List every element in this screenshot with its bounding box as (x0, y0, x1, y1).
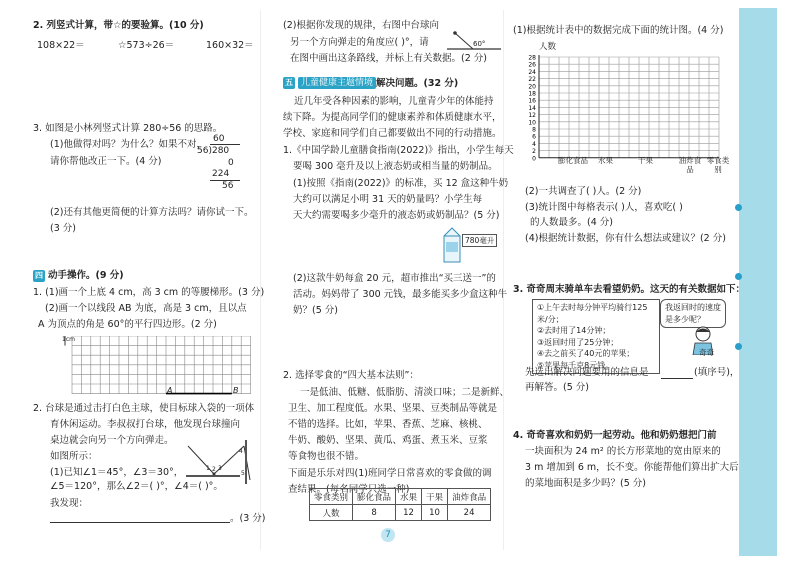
problem-4-line: 一块面积为 24 m² 的长方形菜地的宽由原来的 (525, 446, 721, 457)
operation-2-line: 我发现： (50, 498, 89, 509)
problem-2-line: 等食物也很不错。 (288, 451, 365, 462)
question-3-line: 请你帮他改正一下。(4 分) (50, 156, 162, 167)
column-divider-right (503, 10, 504, 550)
binding-dot (735, 343, 742, 350)
info-item: ④去之前买了40元的苹果； (537, 349, 635, 358)
operation-1-line: 1. (1)画一个上底 4 cm，高 3 cm 的等腰梯形。(3 分) (33, 287, 265, 298)
chart-question-3: 的人数最多。(4 分) (530, 217, 613, 228)
section-4-title: 动手操作。(9 分) (48, 270, 124, 281)
angle-label: 1 (206, 465, 210, 472)
table-cell: 24 (448, 505, 491, 521)
table-header-row (310, 489, 491, 505)
billiard-q2-line: 在图中画出这条路线，并标上有关数据。(2 分) (290, 53, 487, 64)
problem-1-line: 天大约需要喝多少毫升的液态奶或奶制品？(5 分) (293, 210, 500, 221)
y-tick-label: 26 (528, 61, 536, 69)
operation-2-line: (1)已知∠1＝45°，∠3＝30°， (50, 467, 184, 478)
table-cell: 8 (353, 505, 396, 521)
table-header-cell: 干果 (422, 489, 448, 505)
y-tick-label: 2 (532, 148, 536, 156)
info-item: ③返回时用了25分钟； (537, 337, 619, 347)
problem-4-line: 4. 奇奇喜欢和奶奶一起劳动。他和奶奶想把门前 (513, 430, 717, 441)
angle-label: 5 (241, 470, 245, 477)
y-tick-label: 0 (532, 155, 536, 163)
problem-3-answer: 再解答。(5 分) (525, 382, 589, 393)
point-b-label: B (233, 386, 239, 395)
problem-1-line: 大约可以满足小明 31 天的奶量吗？小学生每 (293, 194, 483, 205)
chart-category-label: 水果 (598, 156, 613, 165)
info-item: ⑤苹果每千克8元钱。 (537, 360, 614, 370)
problem-1-line: (2)这款牛奶每盒 20 元，超市推出“买三送一”的 (293, 273, 496, 284)
operation-2-line: ∠5＝120°，那么∠2＝( )°，∠4＝( )°。 (50, 481, 223, 492)
angle-label: 2 (212, 466, 216, 473)
operation-2-line: 桌边就会向另一个方向弹走。 (50, 435, 174, 446)
section-5-title: 解决问题。(32 分) (376, 78, 459, 89)
y-tick-label: 6 (532, 133, 536, 141)
angle-label: 3 (218, 465, 222, 472)
calc-item: 160×32＝ (206, 40, 254, 51)
question-3-line: (1)他做得对吗？为什么？如果不对， (50, 139, 206, 150)
table-header-cell: 膨化食品 (353, 489, 396, 505)
y-tick-label: 16 (528, 97, 536, 105)
question-3-sub: (2)还有其他更简便的计算方法吗？请你试一下。 (50, 207, 254, 218)
chart-question-4: (4)根据统计数据，你有什么想法或建议？(2 分) (525, 233, 726, 244)
problem-1-line: 1.《中国学龄儿童膳食指南(2022)》指出，小学生每天 (283, 145, 514, 156)
angle-label: 4 (239, 448, 243, 455)
intro-line: 学校、家庭和同学们自己都要做出不同的行动措施。 (283, 128, 502, 139)
intro-line: 近几年受各种因素的影响，儿童青少年的体能持 (294, 96, 494, 107)
problem-2-line: 一是低油、低糖、低脂肪、清淡口味；二是新鲜、 (300, 387, 510, 398)
page-number: 7 (381, 528, 395, 542)
chart-x-axis-label: 零食类别 (706, 156, 730, 174)
drawing-grid (62, 336, 258, 396)
operation-1-line: A 为顶点的角是 60°的平行四边形。(2 分) (38, 319, 217, 330)
problem-2-line: 牛奶、酸奶、坚果、黄瓜、鸡蛋、煮玉米、豆浆 (288, 435, 488, 446)
section-4-badge: 四 (35, 271, 43, 280)
y-tick-label: 14 (528, 104, 536, 112)
y-tick-label: 8 (532, 126, 536, 134)
info-item: ①上午去时每分钟平均骑行125米/分； (537, 303, 648, 324)
kid-name-label: 奇奇 (699, 348, 714, 357)
problem-2-line: 查结果。(每名同学只选一种) (288, 484, 410, 495)
milk-volume-label: 780毫升 (462, 234, 497, 247)
operation-2-score: 。(3 分) (230, 513, 266, 524)
question-3-sub: (3 分) (50, 223, 76, 234)
y-tick-label: 28 (528, 54, 536, 62)
table-header-cell: 油炸食品 (448, 489, 491, 505)
problem-2-line: 下面是乐乐对四(1)班同学日常喜欢的零食做的调 (288, 468, 492, 479)
problem-4-line: 的菜地面积是多少吗？(5 分) (525, 478, 646, 489)
division-step: 224 (212, 169, 230, 179)
calc-item: 108×22＝ (37, 40, 85, 51)
chart-question-2: (2)一共调查了( )人。(2 分) (525, 186, 642, 197)
chart-y-axis-label: 人数 (539, 42, 557, 52)
info-box (532, 299, 660, 374)
binding-dot (735, 204, 742, 211)
division-step: 0 (228, 158, 234, 168)
operation-2-line: 如图所示： (50, 451, 98, 462)
problem-1-line: 奶？(5 分) (293, 305, 338, 316)
problem-1-line: (1)按照《指南(2022)》的标准，买 12 盒这种牛奶 (293, 178, 509, 189)
table-header-cell: 零食类别 (310, 489, 353, 505)
division-bar (210, 144, 240, 145)
y-tick-label: 12 (528, 112, 536, 120)
chart-question-3: (3)统计图中每格表示( )人，喜欢吃( ) (525, 202, 683, 213)
answer-line (50, 522, 230, 523)
answer-blank[interactable] (661, 378, 693, 379)
chart-category-label: 膨化食品 (558, 156, 588, 165)
y-tick-label: 10 (528, 119, 536, 127)
chart-question-title: (1)根据统计表中的数据完成下面的统计图。(4 分) (513, 25, 724, 36)
snack-survey-table (309, 488, 491, 521)
section-5-theme-tag: 儿童健康主题情境 (298, 77, 376, 89)
chart-category-label: 干果 (638, 156, 653, 165)
table-row (310, 505, 491, 521)
operation-1-line: (2)画一个以线段 AB 为底，高是 3 cm，且以点 (45, 303, 247, 314)
question-3-title: 3. 如图是小林列竖式计算 280÷56 的思路。 (33, 123, 223, 134)
division-remainder: 56 (222, 181, 234, 191)
problem-2-title: 2. 选择零食的“四大基本法则”： (283, 370, 419, 381)
info-item: ②去时用了14分钟； (537, 326, 611, 335)
y-tick-label: 24 (528, 68, 536, 76)
intro-line: 续下降。为提高同学们的健康素养和体质健康水平， (283, 112, 502, 123)
billiard-diagram (184, 440, 260, 490)
grid-scale-label: 1cm (62, 336, 75, 343)
operation-2-line: 育休闲运动。李叔叔打台球，他发现台球撞向 (50, 419, 241, 430)
y-tick-label: 20 (528, 83, 536, 91)
division-dividend: 56)280 (197, 146, 230, 156)
table-cell: 10 (422, 505, 448, 521)
problem-3-answer: (填序号)， (694, 367, 740, 378)
problem-2-line: 卫生、加工程度低。水果、坚果、豆类制品等就是 (288, 403, 498, 414)
calc-item: ☆573÷26＝ (118, 40, 175, 51)
table-cell: 人数 (310, 505, 353, 521)
section-5-badge: 五 (285, 78, 293, 87)
chart-category-label: 油炸食品 (678, 156, 702, 174)
y-tick-label: 18 (528, 90, 536, 98)
problem-4-line: 3 m 增加到 6 m，长不变。你能帮他们算出扩大后 (525, 462, 739, 473)
page-edge-sidebar (739, 8, 777, 556)
problem-1-line: 活动。妈妈带了 300 元钱，最多能买多少盒这种牛 (293, 289, 508, 300)
table-cell: 12 (396, 505, 422, 521)
column-divider-left (260, 10, 261, 550)
binding-dot (735, 273, 742, 280)
billiard-q2-line: 另一个方向弹走的角度应( )°，请 (290, 37, 429, 48)
question-2-title: 2. 列竖式计算，带☆的要验算。(10 分) (33, 20, 204, 31)
point-a-label: A (167, 386, 173, 395)
angle-value-label: 60° (473, 40, 486, 48)
problem-1-line: 要喝 300 毫升及以上液态奶或相当量的奶制品。 (293, 161, 498, 172)
speech-bubble: 我返回时的速度是多少呢？ (660, 299, 726, 328)
table-header-cell: 水果 (396, 489, 422, 505)
y-tick-label: 22 (528, 76, 536, 84)
billiard-q2-line: (2)根据你发现的规律，右图中台球向 (283, 20, 439, 31)
problem-3-title: 3. 奇奇周末骑单车去看望奶奶。这天的有关数据如下： (513, 284, 746, 295)
operation-2-line: 2. 台球是通过击打白色主球，使目标球入袋的一项体 (33, 403, 255, 414)
problem-2-line: 不错的选择。比如，苹果、香蕉、芝麻、核桃、 (288, 419, 488, 430)
problem-3-answer: 先选出解决问题要用的信息是 (525, 367, 649, 378)
y-tick-label: 4 (532, 140, 536, 148)
division-quotient: 60 (213, 134, 225, 144)
